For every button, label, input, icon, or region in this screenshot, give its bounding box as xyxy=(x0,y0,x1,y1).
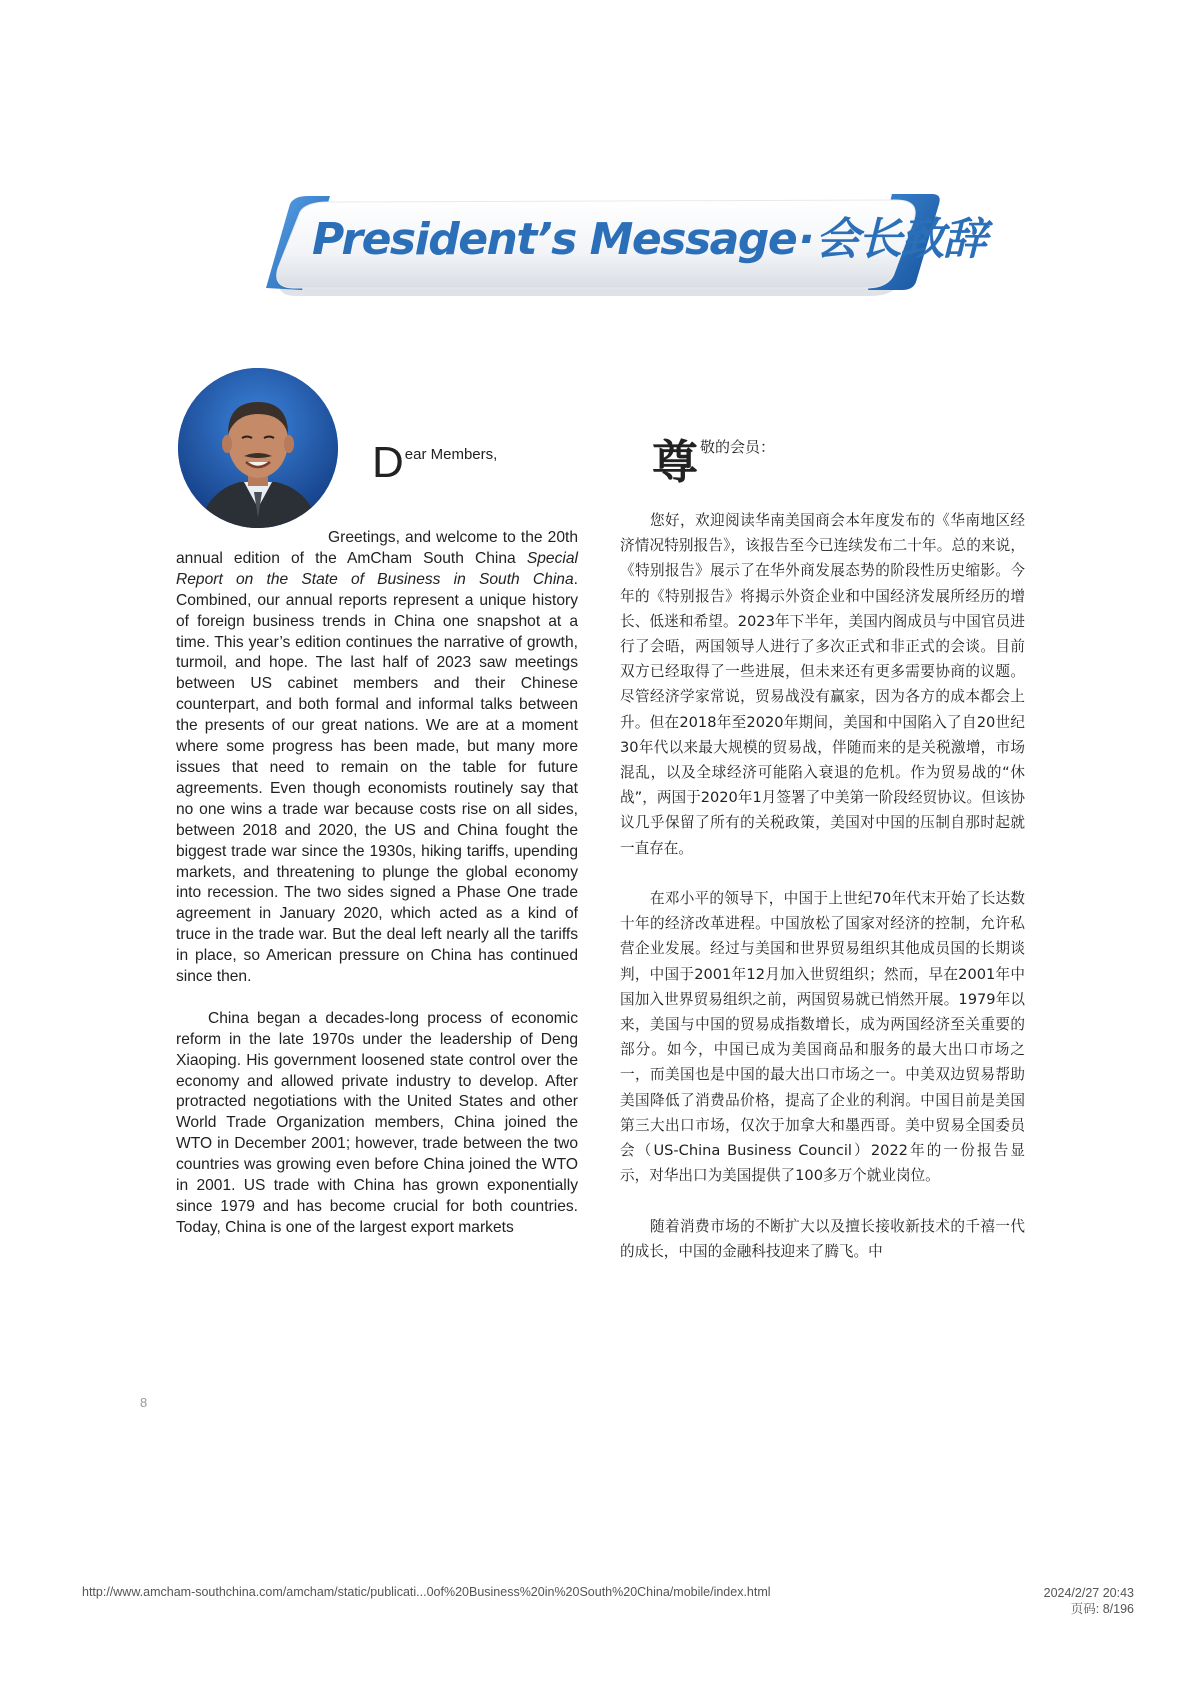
source-url[interactable]: http://www.amcham-southchina.com/amcham/static/publicati...0of%20Business%20in%20South%20China/mobile/index.html xyxy=(82,1585,771,1599)
chinese-body xyxy=(620,508,1025,1264)
chinese-drop-cap: 尊 xyxy=(652,435,698,489)
chinese-salutation xyxy=(652,432,776,492)
english-salutation xyxy=(372,440,496,486)
english-p1-text-b: . Combined, our annual reports represent a unique history of foreign business trends in China one snapshot at a time. This year’s edition continues the narrative of growth, turmoil, and hope. The last half of 2023 saw meetings between US cabinet members and their Chinese counterpart, and both formal and informal talks between the presents of our great nations. We are at a moment where some progress has been made, but many more issues that need to remain on the table for future agreements. Even though economists routinely say that no one wins a trade war because costs rise on all sides, between 2018 and 2020, the US and China fought the biggest trade war since the 1930s, hiking tariffs, upending markets, and threatening to plunge the global economy into recession. The two sides signed a Phase One trade agreement in January 2020, which acted as a kind of truce in the trade war. But the deal left nearly all the tariffs in place, so American pressure on China has continued since then. xyxy=(176,570,578,986)
english-salutation-text: ear Members, xyxy=(404,446,498,463)
chinese-paragraph-1: 您好，欢迎阅读华南美国商会本年度发布的《华南地区经济情况特别报告》，该报告至今已连续发布二十年。总的来说，《特别报告》展示了在华外商发展态势的阶段性历史缩影。今年的《特别报告》将揭示外资企业和中国经济发展所经历的增长、低迷和希望。2023年下半年，美国内阁成员与中国官员进行了会晤，两国领导人进行了多次正式和非正式的会谈。目前双方已经取得了一些进展，但未来还有更多需要协商的议题。尽管经济学家常说，贸易战没有赢家，因为各方的成本都会上升。但在2018年至2020年期间，美国和中国陷入了自20世纪30年代以来最大规模的贸易战，伴随而来的是关税激增，市场混乱，以及全球经济可能陷入衰退的危机。作为贸易战的“休战”，两国于2020年1月签署了中美第一阶段经贸协议。但该协议几乎保留了所有的关税政策，美国对中国的压制自那时起就一直存在。 xyxy=(620,512,1025,857)
english-body xyxy=(176,528,578,1239)
president-portrait xyxy=(178,368,338,528)
english-p1-text-a: Greetings, and welcome to the 20th annual edition of the AmCham South China xyxy=(176,529,578,567)
chinese-salutation-text: 敬的会员： xyxy=(700,438,776,456)
english-report-title: Special Report on the State of Business in South China xyxy=(176,549,578,588)
print-datetime: 2024/2/27 20:43 xyxy=(1043,1586,1134,1600)
english-paragraph-1 xyxy=(176,528,578,988)
chinese-paragraph-3: 随着消费市场的不断扩大以及擅长接收新技术的千禧一代的成长，中国的金融科技迎来了腾飞。中 xyxy=(620,1217,1025,1260)
english-paragraph-2: China began a decades-long process of economic reform in the late 1970s under the leadership of Deng Xiaoping. His government loosened state control over the economy and allowed private industry to develop. After protracted negotiations with the United States and other World Trade Organization members, China joined the WTO in December 2001; however, trade between the two countries was growing even before China joined the WTO in 2001. US trade with China has grown exponentially since 1979 and has become crucial for both countries. Today, China is one of the largest export markets xyxy=(176,1009,578,1236)
english-drop-cap: D xyxy=(372,438,404,487)
chinese-paragraph-2: 在邓小平的领导下，中国于上世纪70年代末开始了长达数十年的经济改革进程。中国放松了国家对经济的控制，允许私营企业发展。经过与美国和世界贸易组织其他成员国的长期谈判，中国于2001年12月加入世贸组织；然而，早在2001年中国加入世界贸易组织之前，两国贸易就已悄然开展。1979年以来，美国与中国的贸易成指数增长，成为两国经济至关重要的部分。如今，中国已成为美国商品和服务的最大出口市场之一，而美国也是中国的最大出口市场之一。中美双边贸易帮助美国降低了消费品价格，提高了企业的利润。中国目前是美国第三大出口市场，仅次于加拿大和墨西哥。美中贸易全国委员会（US-China Business Council）2022年的一份报告显示，对华出口为美国提供了100多万个就业岗位。 xyxy=(620,890,1025,1185)
banner-title-separator: · xyxy=(798,214,814,265)
print-info xyxy=(1044,1585,1134,1617)
title-banner xyxy=(256,190,986,300)
banner-title-en: President’s Message xyxy=(312,214,797,265)
page-number: 8 xyxy=(140,1395,148,1410)
portrait-illustration xyxy=(178,368,338,528)
banner-title-cn: 会长致辞 xyxy=(815,214,986,265)
page-counter: 页码: 8/196 xyxy=(1070,1602,1134,1616)
banner-title xyxy=(312,210,986,270)
